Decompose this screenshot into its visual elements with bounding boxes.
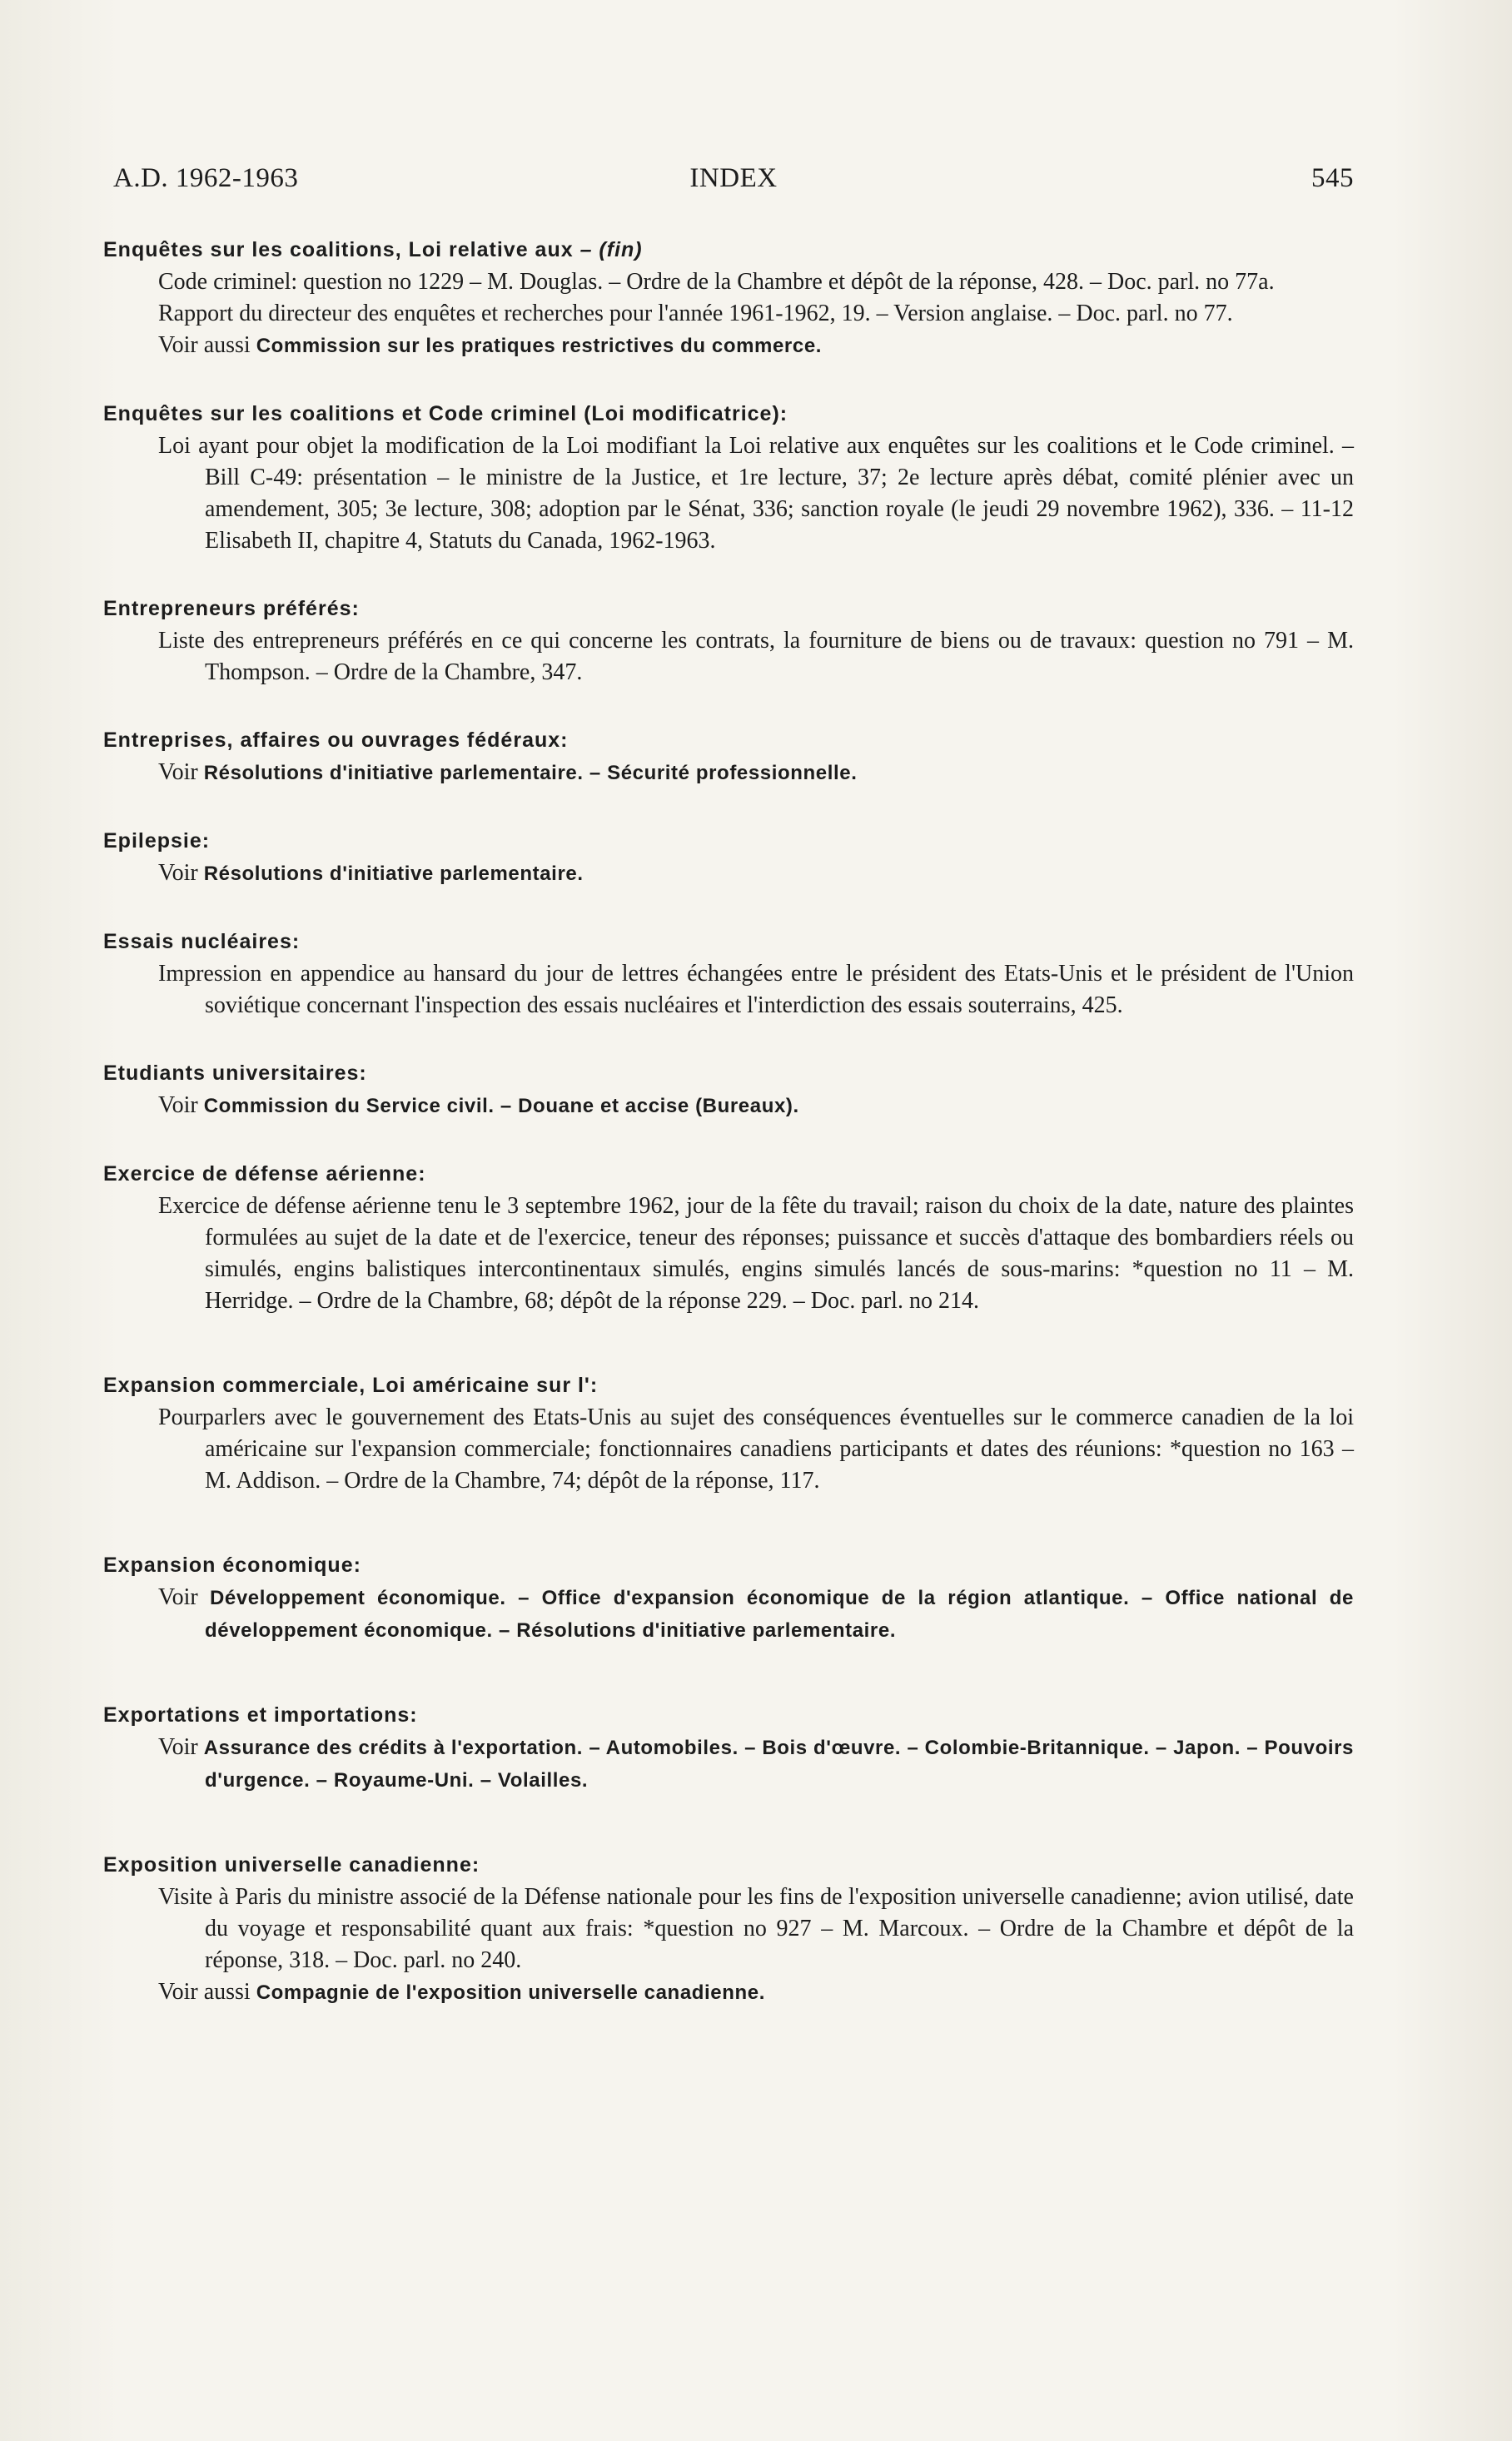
entry-heading: Exposition universelle canadienne: bbox=[103, 1853, 480, 1877]
index-entry bbox=[103, 399, 1354, 557]
entry-heading: Exercice de défense aérienne: bbox=[103, 1162, 426, 1186]
entry-text: Loi ayant pour objet la modification de la Loi modifiant la Loi relative aux enquêtes sur les coalitions et le Code criminel. – Bill C-49: présentation – le ministre de la Justice, et 1re lecture, 37; 2e lecture après débat, comité plénier avec un amendement, 305; 3e lecture, 308; adoption par le Sénat, 336; sanction royale (le jeudi 29 novembre 1962), 336. – 11-12 Elisabeth II, chapitre 4, Statuts du Canada, 1962-1963. bbox=[158, 433, 1354, 554]
entry-heading: Epilepsie: bbox=[103, 829, 211, 853]
entry-heading: Exportations et importations: bbox=[103, 1703, 418, 1727]
entry-cross-reference: Voir Assurance des crédits à l'exportation. – Automobiles. – Bois d'œuvre. – Colombie-Britannique. – Japon. – Pouvoirs d'urgence. – Royaume-Uni. – Volailles. bbox=[158, 1734, 1355, 1792]
index-entry bbox=[103, 1058, 1354, 1122]
entry-heading: Essais nucléaires: bbox=[103, 930, 301, 953]
index-entry bbox=[103, 1550, 1354, 1647]
entry-cross-reference: Voir Résolutions d'initiative parlementaire. bbox=[158, 860, 584, 886]
entry-heading: Entreprises, affaires ou ouvrages fédéraux: bbox=[103, 728, 569, 752]
index-entry bbox=[103, 1370, 1354, 1497]
header-title: INDEX bbox=[689, 163, 778, 193]
index-entry bbox=[103, 826, 1354, 890]
entry-cross-reference: Voir aussi Compagnie de l'exposition universelle canadienne. bbox=[158, 1979, 765, 2005]
header-years: A.D. 1962-1963 bbox=[113, 163, 299, 193]
entry-heading: Enquêtes sur les coalitions, Loi relative aux – (fin) bbox=[103, 238, 643, 261]
entry-cross-reference: Voir Résolutions d'initiative parlementaire. – Sécurité professionnelle. bbox=[158, 759, 858, 785]
index-entry bbox=[103, 1700, 1354, 1797]
index-entries bbox=[103, 235, 1354, 2046]
index-entry bbox=[103, 1159, 1354, 1317]
index-entry bbox=[103, 594, 1354, 689]
entry-text: Liste des entrepreneurs préférés en ce qui concerne les contrats, la fourniture de biens ou de travaux: question no 791 – M. Thompson. – Ordre de la Chambre, 347. bbox=[158, 628, 1354, 685]
entry-cross-reference: Voir Commission du Service civil. – Douane et accise (Bureaux). bbox=[158, 1092, 799, 1118]
page-header bbox=[113, 163, 1354, 203]
index-entry bbox=[103, 235, 1354, 362]
entry-heading: Enquêtes sur les coalitions et Code criminel (Loi modificatrice): bbox=[103, 402, 788, 425]
entry-heading: Etudiants universitaires: bbox=[103, 1061, 367, 1085]
entry-text: Impression en appendice au hansard du jour de lettres échangées entre le président des Etats-Unis et le président de l'Union soviétique concernant l'inspection des essais nucléaires et l'interdiction des essais souterrains, 425. bbox=[158, 961, 1354, 1018]
entry-text: Code criminel: question no 1229 – M. Douglas. – Ordre de la Chambre et dépôt de la réponse, 428. – Doc. parl. no 77a. bbox=[158, 269, 1275, 295]
index-entry bbox=[103, 927, 1354, 1022]
index-entry bbox=[103, 725, 1354, 789]
entry-heading: Expansion commerciale, Loi américaine sur l': bbox=[103, 1374, 599, 1397]
index-entry bbox=[103, 1850, 1354, 2009]
entry-text: Exercice de défense aérienne tenu le 3 septembre 1962, jour de la fête du travail; raison du choix de la date, nature des plaintes formulées au sujet de la date et de l'exercice, teneur des réponses; puissance et succès d'attaque des bombardiers réels ou simulés, engins balistiques intercontinentaux simulés, engins simulés lancés de sous-marins: *question no 11 – M. Herridge. – Ordre de la Chambre, 68; dépôt de la réponse 229. – Doc. parl. no 214. bbox=[158, 1193, 1354, 1314]
entry-cross-reference: Voir aussi Commission sur les pratiques restrictives du commerce. bbox=[158, 332, 823, 358]
entry-text: Pourparlers avec le gouvernement des Etats-Unis au sujet des conséquences éventuelles sur le commerce canadien de la loi américaine sur l'expansion commerciale; fonctionnaires canadiens participants et dates des réunions: *question no 163 – M. Addison. – Ordre de la Chambre, 74; dépôt de la réponse, 117. bbox=[158, 1404, 1354, 1494]
entry-text: Visite à Paris du ministre associé de la Défense nationale pour les fins de l'exposition universelle canadienne; avion utilisé, date du voyage et responsabilité quant aux frais: *question no 927 – M. Marcoux. – Ordre de la Chambre et dépôt de la réponse, 318. – Doc. parl. no 240. bbox=[158, 1884, 1354, 1973]
entry-text: Rapport du directeur des enquêtes et recherches pour l'année 1961-1962, 19. – Version anglaise. – Doc. parl. no 77. bbox=[158, 301, 1233, 326]
entry-heading: Expansion économique: bbox=[103, 1554, 361, 1577]
entry-cross-reference: Voir Développement économique. – Office d'expansion économique de la région atlantique. – Office national de développement économique. – Résolutions d'initiative parlementaire. bbox=[158, 1584, 1354, 1642]
page-number: 545 bbox=[1311, 163, 1354, 193]
entry-heading: Entrepreneurs préférés: bbox=[103, 597, 360, 620]
